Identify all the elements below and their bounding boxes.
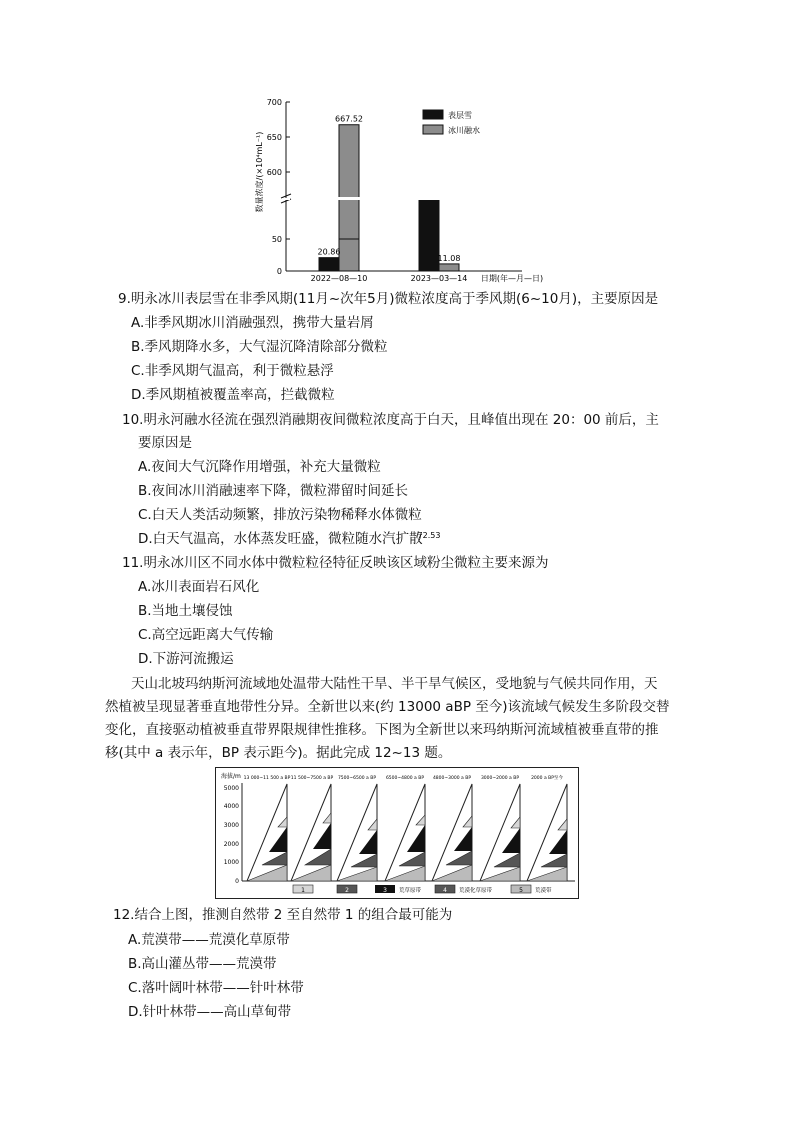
figure-y-tick: 0 <box>235 878 239 885</box>
bar-0-1-upper <box>339 125 359 198</box>
bar-value-label: 20.86 <box>317 247 341 257</box>
y-tick-label: 700 <box>266 98 282 107</box>
vegetation-belt-figure <box>215 767 579 899</box>
y-tick-label: 50 <box>271 235 282 244</box>
legend-num: 1 <box>301 887 305 894</box>
figure-y-tick: 3000 <box>223 822 239 829</box>
chart-y-ticks <box>267 98 290 276</box>
legend-swatch-surface-snow <box>423 110 443 119</box>
figure-y-tick: 2000 <box>223 841 239 848</box>
question-12-option-b: B.高山灌丛带——荒漠带 <box>128 956 277 972</box>
question-11-option-a: A.冰川表面岩石风化 <box>138 579 260 595</box>
question-11-option-b: B.当地土壤侵蚀 <box>138 603 233 619</box>
x-tick-label: 2023—03—14 <box>410 274 468 283</box>
bar-value-label: 72.53 <box>417 531 441 541</box>
passage-line-3: 变化，直接驱动植被垂直带界限规律性推移。下图为全新世以来玛纳斯河流域植被垂直带的推 <box>105 722 659 738</box>
legend-label: 荒漠带 <box>535 888 552 894</box>
figure-y-axis-label: 海拔/m <box>221 773 241 780</box>
x-tick-label: 2022—08—10 <box>310 274 368 283</box>
passage-line-1: 天山北坡玛纳斯河流域地处温带大陆性干旱、半干旱气候区，受地貌与气候共同作用，天 <box>131 676 658 692</box>
bar-1-1 <box>439 264 459 271</box>
bar-0-1-lower <box>339 239 359 271</box>
question-9-option-b: B.季风期降水多，大气湿沉降清除部分微粒 <box>131 339 388 355</box>
chart-legend <box>423 110 480 135</box>
question-12-stem: 12.结合上图，推测自然带 2 至自然带 1 的组合最可能为 <box>113 907 453 923</box>
legend-swatch-meltwater <box>423 125 443 134</box>
passage-line-4: 移(其中 a 表示年，BP 表示距今)。据此完成 12~13 题。 <box>105 745 452 761</box>
question-10-stem-cont: 要原因是 <box>138 435 192 451</box>
period-label: 7500~6500 a BP <box>337 776 377 781</box>
bar-1-0-lower <box>419 239 439 271</box>
question-9-option-a: A.非季风期冰川消融强烈，携带大量岩屑 <box>131 315 374 331</box>
legend-num: 2 <box>345 887 349 894</box>
period-label: 3000~2000 a BP <box>480 776 520 781</box>
question-10-stem: 10.明永河融水径流在强烈消融期夜间微粒浓度高于白天，且峰值出现在 20：00 前后，主 <box>122 412 659 428</box>
question-9-stem: 9.明永冰川表层雪在非季风期(11月~次年5月)微粒浓度高于季风期(6~10月)，主要原因是 <box>118 291 659 307</box>
legend-label: 荒草原带 <box>399 888 422 894</box>
period-label: 11 500~7500 a BP <box>290 776 334 781</box>
passage-line-2: 然植被呈现显著垂直地带性分异。全新世以来(约 13000 aBP 至今)该流域气候发生多阶段交替 <box>105 699 670 715</box>
chart-x-axis-label: 日期(年—月—日) <box>480 274 544 283</box>
legend-label: 表层雪 <box>448 111 472 120</box>
question-12-option-d: D.针叶林带——高山草甸带 <box>128 1004 292 1020</box>
legend-num: 5 <box>519 887 523 894</box>
y-tick-label: 0 <box>276 267 282 276</box>
question-10-option-a: A.夜间大气沉降作用增强，补充大量微粒 <box>138 459 381 475</box>
question-10-option-c: C.白天人类活动频繁，排放污染物稀释水体微粒 <box>138 507 422 523</box>
period-label: 4800~3000 a BP <box>432 776 472 781</box>
period-label: 13 000~11 500 a BP <box>243 776 291 781</box>
period-label: 6500~4800 a BP <box>385 776 425 781</box>
y-tick-label: 600 <box>266 168 282 177</box>
question-11-stem: 11.明永冰川区不同水体中微粒粒径特征反映该区域粉尘微粒主要来源为 <box>122 555 549 571</box>
question-11-option-d: D.下游河流搬运 <box>138 651 234 667</box>
question-11-option-c: C.高空远距离大气传输 <box>138 627 274 643</box>
figure-y-tick: 5000 <box>223 785 239 792</box>
bar-value-label: 667.52 <box>335 114 363 124</box>
bar-1-0-middle <box>419 198 439 239</box>
legend-label: 荒漠化草原带 <box>459 888 493 894</box>
figure-y-tick: 1000 <box>223 859 239 866</box>
bar-break-gap <box>338 197 360 200</box>
question-9-option-c: C.非季风期气温高，利于微粒悬浮 <box>131 363 334 379</box>
question-9-option-d: D.季风期植被覆盖率高，拦截微粒 <box>131 387 335 403</box>
figure-y-tick: 4000 <box>223 803 239 810</box>
bar-0-1-middle <box>339 198 359 239</box>
question-10-option-b: B.夜间冰川消融速率下降，微粒滞留时间延长 <box>138 483 409 499</box>
bar-break-gap <box>418 197 440 200</box>
legend-label: 冰川融水 <box>448 126 480 135</box>
question-12-option-a: A.荒漠带——荒漠化草原带 <box>128 932 290 948</box>
chart-y-axis-label: 数量浓度/(×10⁴mL⁻¹) <box>255 131 264 213</box>
bar-0-0 <box>319 258 339 271</box>
bar-value-label: 11.08 <box>437 253 461 263</box>
legend-num: 3 <box>383 887 387 894</box>
question-10-option-d: D.白天气温高，水体蒸发旺盛，微粒随水汽扩散 <box>138 531 423 547</box>
y-tick-label: 650 <box>266 133 282 142</box>
period-label: 2000 a BP至今 <box>531 776 563 781</box>
legend-num: 4 <box>443 887 447 894</box>
question-12-option-c: C.落叶阔叶林带——针叶林带 <box>128 980 304 996</box>
